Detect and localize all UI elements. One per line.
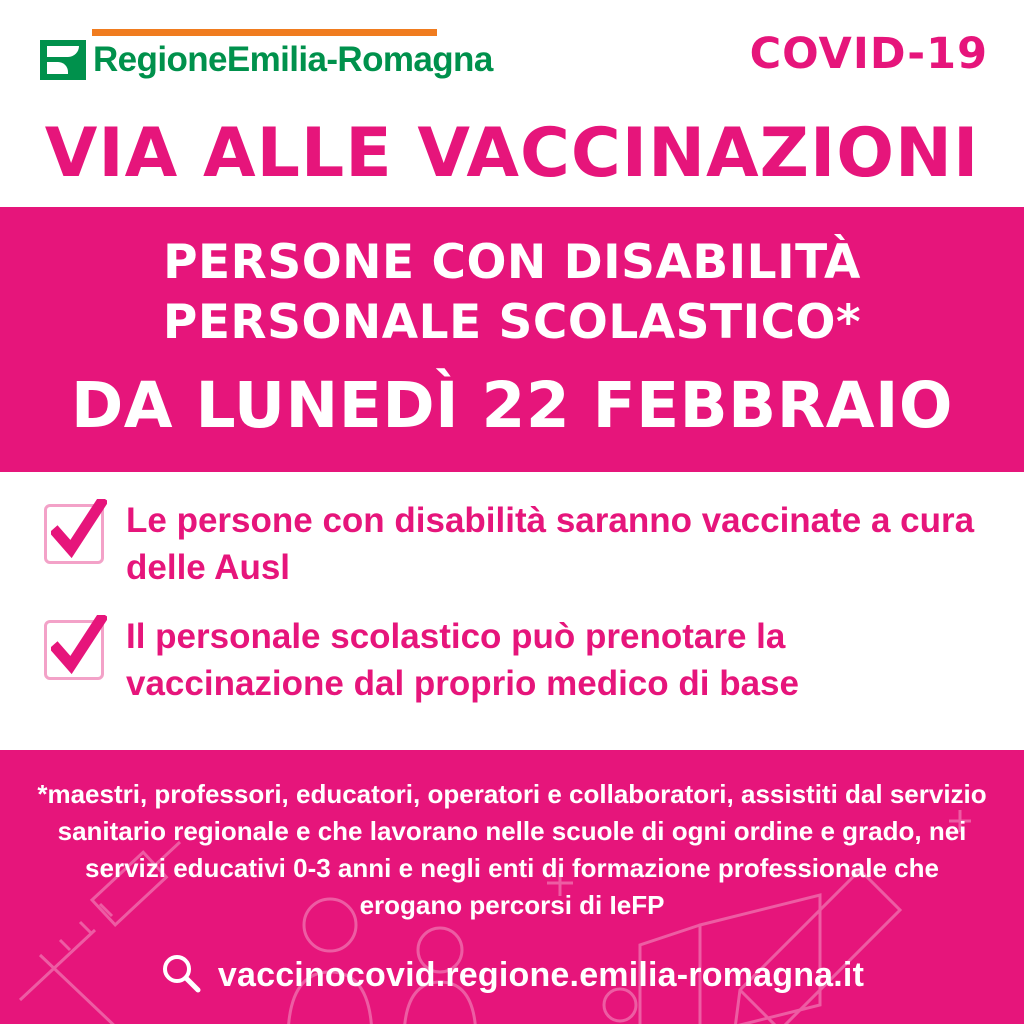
poster-footer <box>0 750 1024 1024</box>
covid-tag: COVID-19 <box>749 29 988 79</box>
list-item-label: Le persone con disabilità saranno vaccinate a cura delle Ausl <box>126 501 975 588</box>
band-date: DA LUNEDÌ 22 FEBBRAIO <box>71 369 953 443</box>
list-item-label: Il personale scolastico può prenotare la vaccinazione dal proprio medico di base <box>126 617 799 703</box>
footnote-text: *maestri, professori, educatori, operatori e collaboratori, assistiti dal servizio sanitario regionale e che lavorano nelle scuole di ogni ordine e grado, nei servizi educativi 0-3 anni e negli enti di formazione professionale che erogano percorsi di IeFP <box>37 778 987 920</box>
page-title: VIA ALLE VACCINAZIONI <box>44 114 980 193</box>
list-item <box>44 614 980 708</box>
highlight-band <box>0 207 1024 472</box>
website-url[interactable]: vaccinocovid.regione.emilia-romagna.it <box>217 955 865 994</box>
emilia-romagna-flag-icon <box>40 40 86 80</box>
regione-logo <box>40 29 493 80</box>
checkbox-checked-icon <box>44 620 104 680</box>
bullet-list <box>0 472 1024 750</box>
logo-orange-bar <box>92 29 437 36</box>
band-subtitle-line1: PERSONE CON DISABILITÀ <box>163 235 861 290</box>
checkbox-checked-icon <box>44 504 104 564</box>
search-icon <box>160 952 202 999</box>
logo-text: RegioneEmilia-Romagna <box>93 39 493 79</box>
poster-header <box>0 0 1024 108</box>
list-item <box>44 498 980 592</box>
website-row[interactable] <box>34 952 990 999</box>
band-subtitle-line2: PERSONALE SCOLASTICO* <box>162 295 862 351</box>
